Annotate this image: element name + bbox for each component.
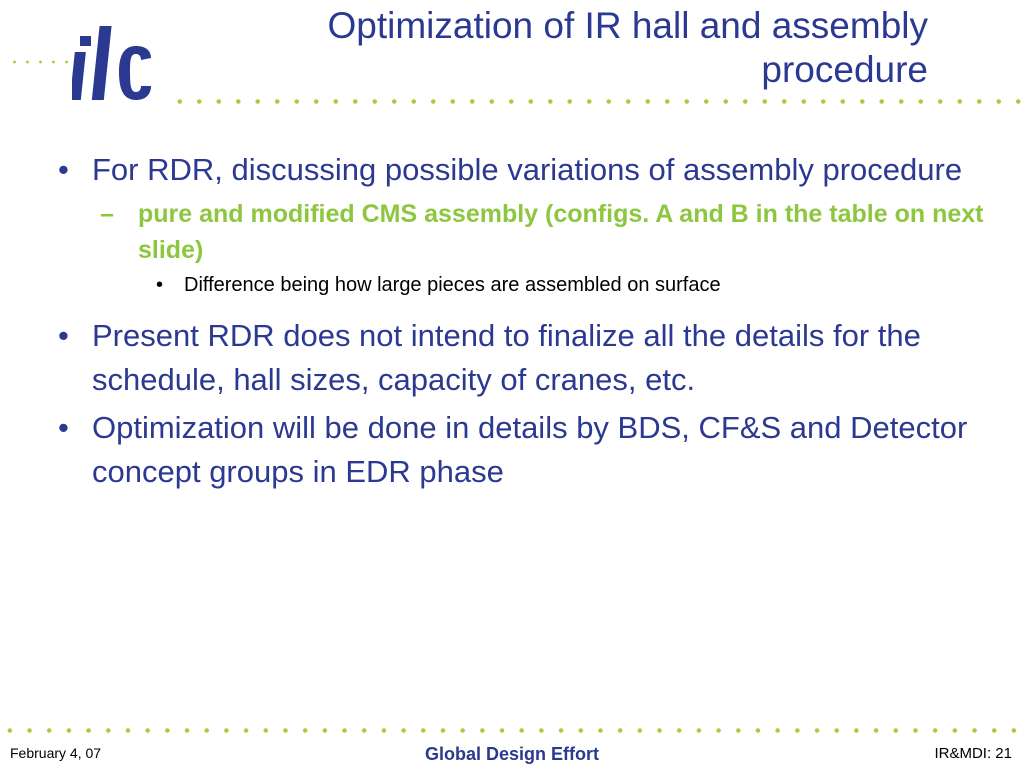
ilc-logo (72, 22, 154, 104)
bullet-marker: • (58, 318, 69, 353)
sub-sub-bullet-item (58, 270, 988, 300)
bullet-text: For RDR, discussing possible variations of assembly procedure (92, 152, 963, 187)
bullet-marker: • (58, 152, 69, 187)
bullet-text: Present RDR does not intend to finalize all the details for the schedule, hall sizes, capacity of cranes, etc. (92, 318, 921, 397)
bullet-text: Optimization will be done in details by BDS, CF&S and Detector concept groups in EDR phase (92, 410, 968, 489)
bullet-marker: • (156, 274, 164, 296)
sub-bullet-item (58, 196, 988, 268)
bullet-item (58, 314, 988, 402)
decorative-dots-bottom (0, 727, 1024, 734)
sub-sub-bullet-text: Difference being how large pieces are assembled on surface (184, 274, 721, 296)
bullet-item (58, 148, 988, 192)
footer-organization: Global Design Effort (424, 744, 599, 764)
sub-bullet-text: pure and modified CMS assembly (configs. A and B in the table on next slide) (138, 200, 984, 264)
slide-title: Optimization of IR hall and assembly procedure (327, 5, 928, 90)
decorative-dots-left (8, 60, 72, 64)
footer-page-number: IR&MDI: 21 (934, 745, 1012, 762)
dash-marker: – (100, 200, 114, 228)
decorative-dots-top (170, 98, 1022, 105)
footer-date: February 4, 07 (10, 745, 102, 761)
slide-body (58, 148, 988, 498)
bullet-marker: • (58, 410, 69, 445)
bullet-item (58, 406, 988, 494)
